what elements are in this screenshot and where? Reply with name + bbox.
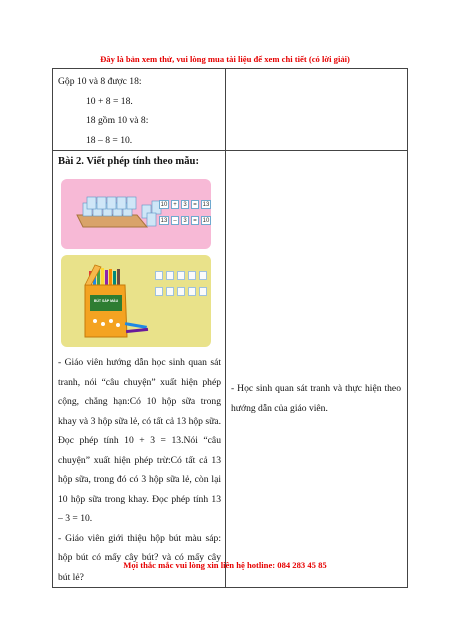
crayon-panel (61, 255, 211, 347)
table-row (53, 69, 408, 151)
row1-line: 10 + 8 = 18. (86, 95, 133, 107)
blank-box (188, 287, 196, 296)
equation-box: = (191, 200, 199, 209)
blank-box (188, 271, 196, 280)
row1-line: Gộp 10 và 8 được 18: (58, 76, 142, 87)
row1-left-cell (53, 69, 226, 151)
blank-box (166, 287, 174, 296)
blank-box (199, 287, 207, 296)
blank-box (155, 287, 163, 296)
blank-box (166, 271, 174, 280)
equation-box: 13 (160, 218, 168, 224)
teacher-instruction: - Giáo viên giới thiệu hộp bút màu sáp: hộp bút có mấy cây bút? và có mấy cây bút lẻ? (58, 532, 221, 583)
equation-box: 10 (160, 202, 168, 208)
row1-line: 18 – 8 = 10. (86, 134, 133, 146)
loose-crayons-image (123, 321, 151, 335)
row1-right-cell (226, 69, 408, 151)
equation-box: = (191, 216, 199, 225)
header-banner: Đây là bản xem thử, vui lòng mua tài liệu để xem chi tiết (có lời giải) (100, 54, 350, 64)
equation-box: 3 (181, 216, 189, 225)
row2-left-cell (53, 151, 226, 588)
equation-box: 3 (181, 200, 189, 209)
milk-tray-image (73, 193, 151, 233)
exercise-illustration (58, 179, 220, 351)
table-row (53, 151, 408, 588)
lesson-table (52, 68, 408, 588)
row2-right-cell (226, 151, 408, 588)
teacher-instruction: - Giáo viên hướng dẫn học sinh quan sát tranh, nói “câu chuyện” xuất hiện phép cộng, chẳng hạn:Có 10 hộp sữa trong khay và 3 hộp sữa lẻ, có tất cả 13 hộp sữa. Đọc phép tính 10 + 3 = 13.Nói “câu chuyện” xuất hiện phép trừ:Có tất cả 13 hộp sữa, trong đó có 3 hộp sữa lẻ, còn lại 10 hộp sữa trong khay. Đọc phép tính 13 – 3 = 10. (58, 357, 221, 524)
blank-box (199, 271, 207, 280)
crayon-box-label: BÚT SÁP MÀU (93, 299, 119, 303)
exercise-title: Bài 2. Viết phép tính theo mẫu: (58, 156, 199, 167)
equation-box: – (171, 216, 179, 225)
milk-panel (61, 179, 211, 249)
row1-line: 18 gồm 10 và 8: (86, 115, 149, 126)
equation-box: 13 (202, 202, 210, 208)
equation-box: 10 (202, 218, 210, 224)
blank-box (155, 271, 163, 280)
footer-banner: Mọi thắc mắc vui lòng xin liên hệ hotline: 084 283 45 85 (123, 560, 327, 570)
blank-box (177, 271, 185, 280)
blank-box (177, 287, 185, 296)
equation-box: + (171, 200, 179, 209)
student-activity: - Học sinh quan sát tranh và thực hiện theo hướng dẫn của giáo viên. (231, 383, 401, 414)
